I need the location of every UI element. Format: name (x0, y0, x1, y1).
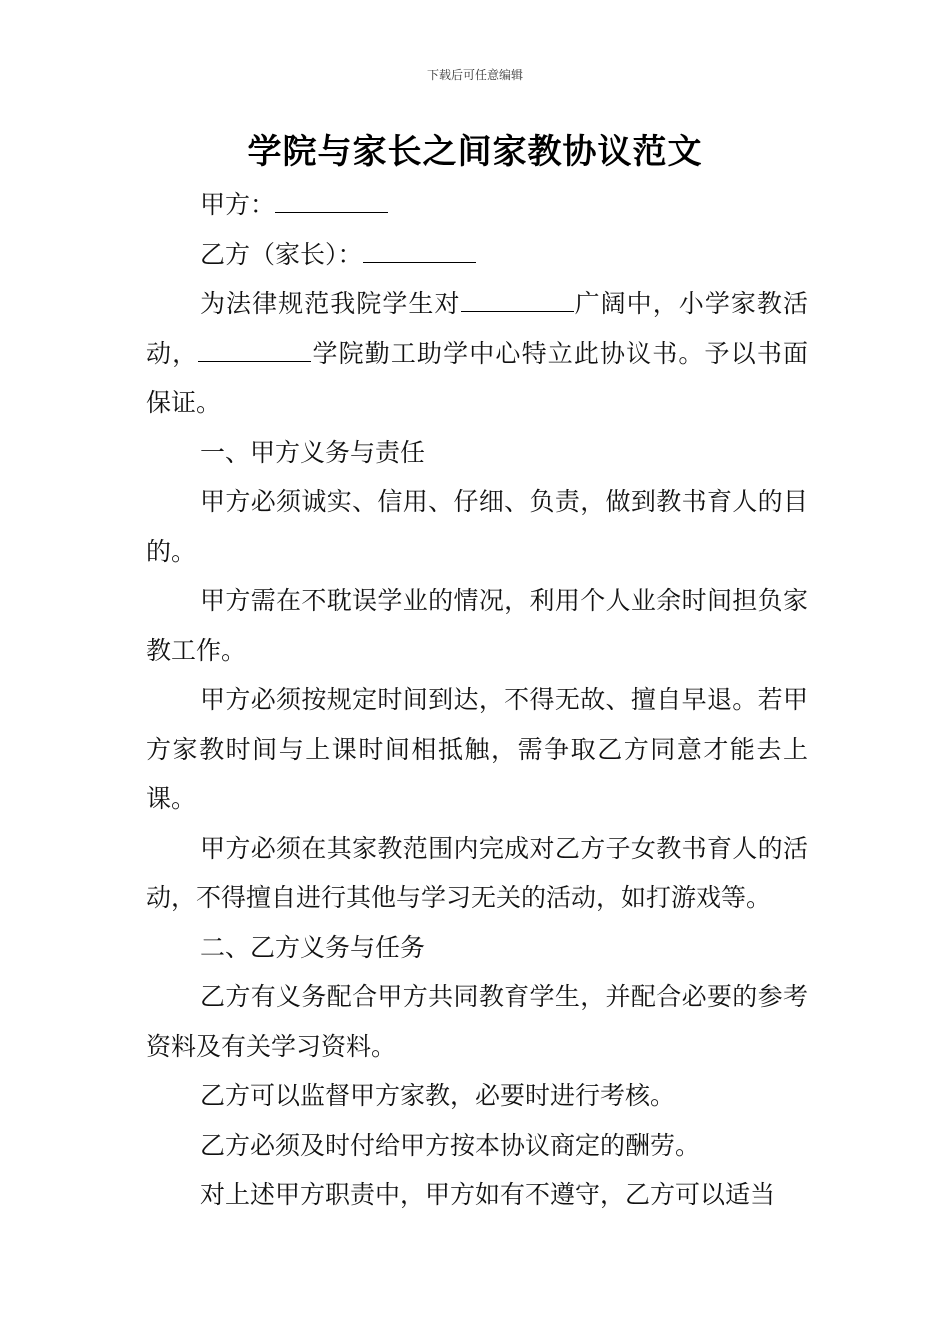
document-title: 学院与家长之间家教协议范文 (247, 132, 703, 172)
section-2-heading: 二、乙方义务与任务 (200, 932, 426, 962)
party-a-blank (275, 186, 388, 213)
party-a-line (146, 180, 808, 230)
section-1-heading: 一、甲方义务与责任 (200, 437, 426, 467)
section-2-item: 乙方可以监督甲方家教，必要时进行考核。 (200, 1081, 676, 1110)
intro-part-1: 为法律规范我院学生对 (200, 289, 461, 318)
section-1-item: 甲方必须按规定时间到达，不得无故、擅自早退。若甲方家教时间与上课时间相抵触，需争取乙方同意才能去上课。 (146, 685, 808, 813)
intro-paragraph (146, 279, 808, 428)
section-1-item: 甲方需在不耽误学业的情况，利用个人业余时间担负家教工作。 (146, 586, 808, 665)
header-note: 下载后可任意编辑 (426, 68, 523, 82)
intro-part-2: 广阔中，小学家教活动， (146, 289, 808, 368)
party-b-line (146, 230, 808, 280)
intro-part-3: 学院勤工助学中心特立此协议书。予以书面保证。 (146, 338, 808, 417)
document-body (146, 180, 808, 1220)
intro-blank-1 (461, 285, 574, 312)
intro-blank-2 (198, 335, 311, 362)
section-1-item: 甲方必须诚实、信用、仔细、负责，做到教书育人的目的。 (146, 487, 808, 566)
section-1-item: 甲方必须在其家教范围内完成对乙方子女教书育人的活动，不得擅自进行其他与学习无关的活动，如打游戏等。 (146, 833, 808, 912)
party-a-label: 甲方： (200, 190, 276, 219)
party-b-blank (363, 236, 476, 263)
section-2-item: 乙方必须及时付给甲方按本协议商定的酬劳。 (200, 1130, 701, 1160)
section-2-item: 乙方有义务配合甲方共同教育学生，并配合必要的参考资料及有关学习资料。 (146, 982, 808, 1061)
section-2-item: 对上述甲方职责中，甲方如有不遵守，乙方可以适当 (200, 1180, 776, 1209)
party-b-label: 乙方（家长）： (200, 239, 363, 269)
